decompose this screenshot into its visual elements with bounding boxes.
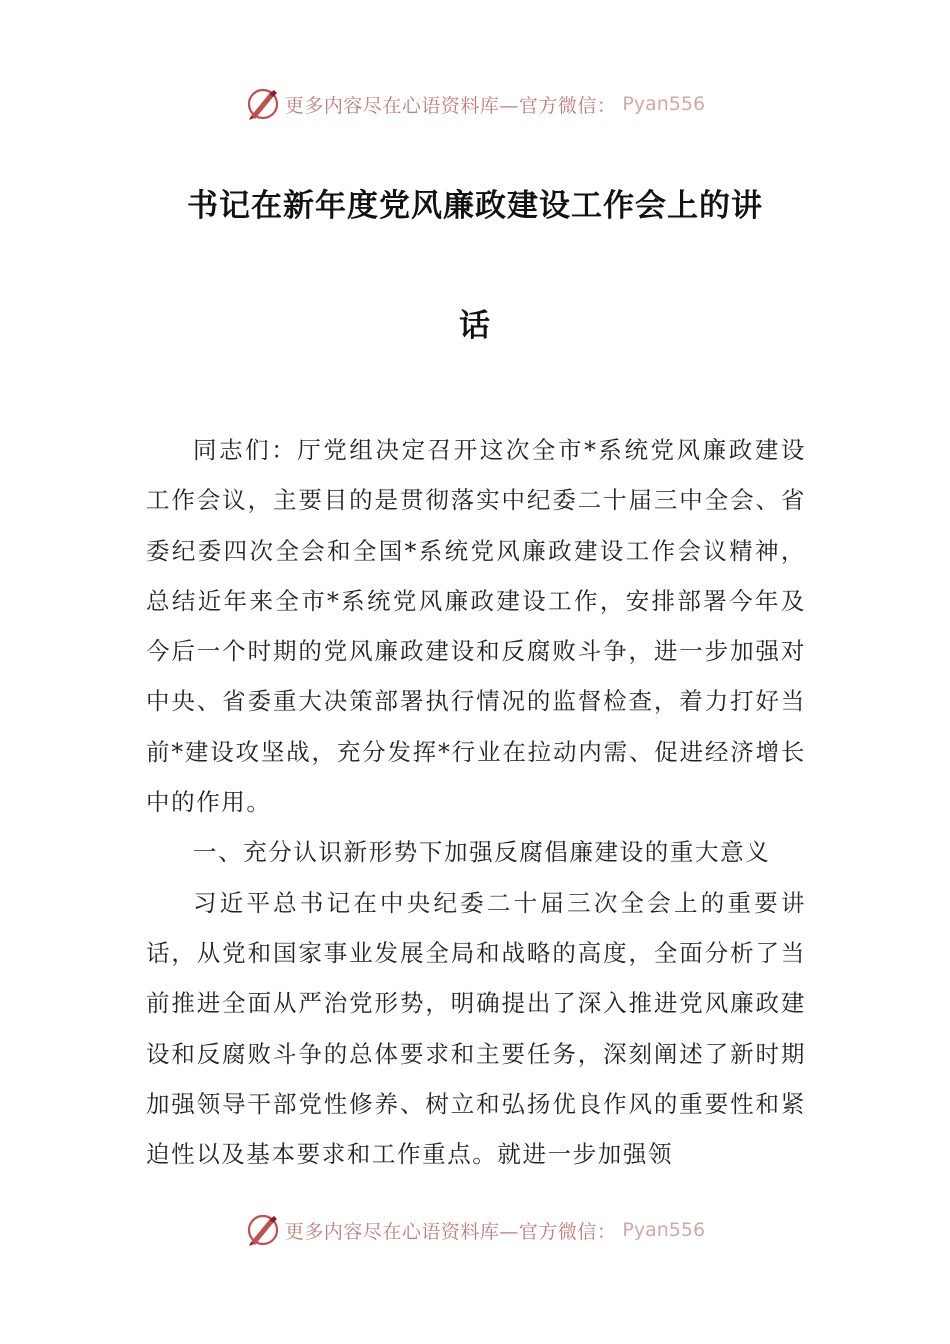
footer-watermark	[0, 1210, 950, 1250]
paragraph-intro: 同志们：厅党组决定召开这次全市*系统党风廉政建设工作会议，主要目的是贯彻落实中纪委二十届三中全会、省委纪委四次全会和全国*系统党风廉政建设工作会议精神，总结近年来全市*系统党风廉政建设工作，安排部署今年及今后一个时期的党风廉政建设和反腐败斗争，进一步加强对中央、省委重大决策部署执行情况的监督检查，着力打好当前*建设攻坚战，充分发挥*行业在拉动内需、促进经济增长中的作用。	[146, 436, 806, 817]
watermark-text: 更多内容尽在心语资料库—官方微信：	[284, 94, 617, 117]
pen-logo-icon	[245, 1212, 281, 1248]
section-heading-1: 一、充分认识新形势下加强反腐倡廉建设的重大意义	[193, 838, 771, 867]
document-title-line1: 书记在新年度党风廉政建设工作会上的讲	[187, 188, 763, 224]
pen-logo-icon	[245, 86, 281, 122]
document-body	[146, 425, 806, 1179]
watermark-wechat-handle: Pyan556	[622, 93, 706, 115]
paragraph-section-1: 习近平总书记在中央纪委二十届三次全会上的重要讲话，从党和国家事业发展全局和战略的高度，全面分析了当前推进全面从严治党形势，明确提出了深入推进党风廉政建设和反腐败斗争的总体要求和主要任务，深刻阐述了新时期加强领导干部党性修养、树立和弘扬优良作风的重要性和紧迫性以及基本要求和工作重点。就进一步加强领	[146, 888, 806, 1169]
watermark-wechat-handle: Pyan556	[622, 1219, 706, 1241]
header-watermark	[0, 84, 950, 124]
watermark-text: 更多内容尽在心语资料库—官方微信：	[284, 1220, 617, 1243]
document-title-line2: 话	[459, 308, 491, 344]
